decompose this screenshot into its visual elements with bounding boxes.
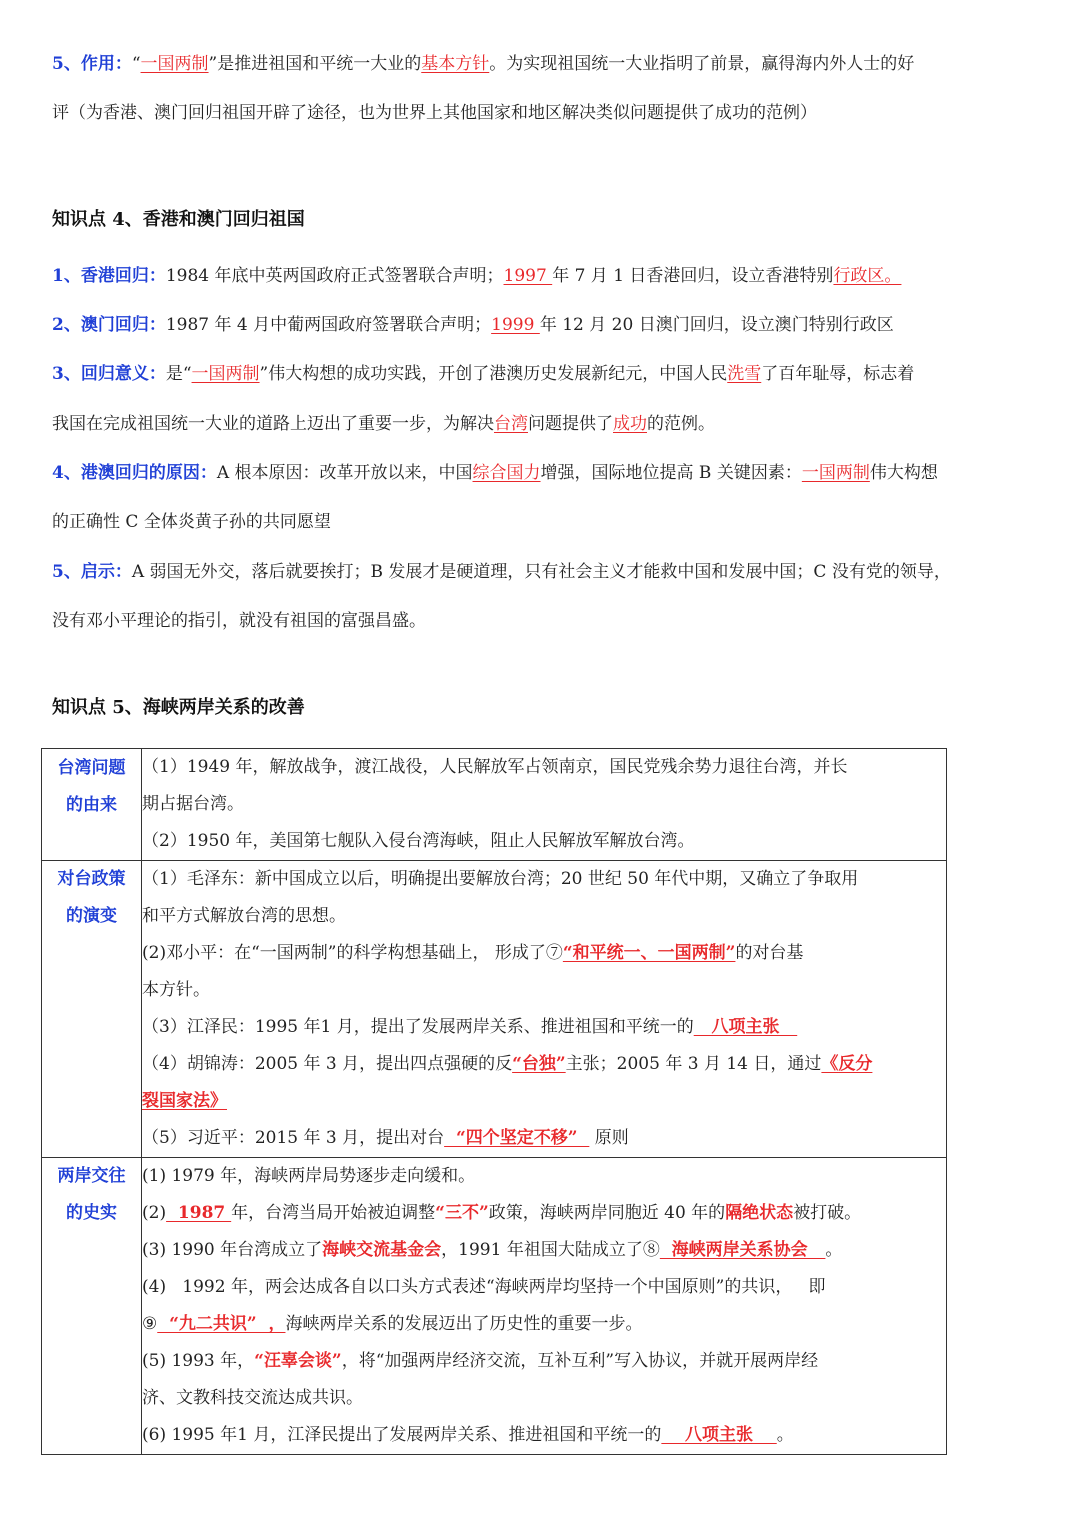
text: ，将“加强两岸经济交流，互补互利”写入协议，并就开展两岸经 xyxy=(341,1351,819,1371)
content-line xyxy=(142,1306,946,1343)
highlight-term: 一国两制 xyxy=(801,463,870,483)
text: (2)邓小平：在“一国两制”的科学构想基础上， 形成了⑦ xyxy=(142,943,563,963)
cross-strait-table xyxy=(41,748,947,1455)
highlight-term: “三不” xyxy=(435,1203,489,1223)
text: 年 7 月 1 日香港回归，设立香港特别 xyxy=(552,266,834,286)
text: 年，台湾当局开始被迫调整 xyxy=(231,1203,436,1223)
text: （5）习近平：2015 年 3 月，提出对台 xyxy=(142,1128,445,1148)
content-line: 期占据台湾。 xyxy=(142,794,244,814)
text: 1987 年 4 月中葡两国政府签署联合声明； xyxy=(165,315,492,335)
content-line xyxy=(142,1120,946,1157)
content-line: (1) 1979 年，海峡两岸局势逐步走向缓和。 xyxy=(142,1166,476,1186)
text: 原则 xyxy=(589,1128,629,1148)
row-label-line: 的史实 xyxy=(66,1203,117,1223)
content-line: （2）1950 年，美国第七舰队入侵台湾海峡，阻止人民解放军解放台湾。 xyxy=(142,831,695,851)
content-line: 济、文教科技交流达成共识。 xyxy=(142,1388,363,1408)
content-line xyxy=(142,1046,946,1083)
row-content xyxy=(142,749,947,861)
content-line: 和平方式解放台湾的思想。 xyxy=(142,906,346,926)
row-content xyxy=(142,1158,947,1455)
table-row xyxy=(42,1158,947,1455)
section-4-item-1 xyxy=(52,264,1042,288)
highlight-term: 海峡交流基金会 xyxy=(322,1240,442,1260)
row-label xyxy=(42,1158,142,1455)
highlight-term: 洗雪 xyxy=(727,364,762,384)
content-line: (4) 1992 年，两会达成各自以口头方式表述“海峡两岸均坚持一个中国原则”的共识， 即 xyxy=(142,1277,826,1297)
text: 被打破。 xyxy=(793,1203,862,1223)
text: ”伟大构想的成功实践，开创了港澳历史发展新纪元，中国人民 xyxy=(259,364,728,384)
text: (2) xyxy=(142,1203,167,1223)
content-line xyxy=(142,1417,946,1454)
table-row xyxy=(42,861,947,1158)
row-label-line: 的演变 xyxy=(66,906,117,926)
text: 主张；2005 年 3 月 14 日，通过 xyxy=(565,1054,822,1074)
text: (3) 1990 年台湾成立了 xyxy=(142,1240,323,1260)
content-line xyxy=(142,1195,946,1232)
intro-item-5-line2: 评（为香港、澳门回归祖国开辟了途径，也为世界上其他国家和地区解决类似问题提供了成功的范例） xyxy=(52,103,817,123)
text: 问题提供了 xyxy=(528,414,613,434)
text: 。为实现祖国统一大业指明了前景，赢得海内外人士的好 xyxy=(489,54,915,74)
highlight-term: 海峡两岸关系协会 xyxy=(659,1240,826,1260)
item-label: 1、香港回归： xyxy=(52,266,166,286)
highlight-term: 一国两制 xyxy=(140,54,209,74)
highlight-term: “四个坚定不移” xyxy=(444,1128,590,1148)
section-5-heading: 知识点 5、海峡两岸关系的改善 xyxy=(52,697,305,718)
text: (6) 1995 年1 月，江泽民提出了发展两岸关系、推进祖国和平统一的 xyxy=(142,1425,662,1445)
content-line xyxy=(142,1343,946,1380)
text: 了百年耻辱，标志着 xyxy=(761,364,915,384)
text: 海峡两岸关系的发展迈出了历史性的重要一步。 xyxy=(285,1314,643,1334)
text: 年 12 月 20 日澳门回归，设立澳门特别行政区 xyxy=(539,315,894,335)
text: （3）江泽民：1995 年1 月，提出了发展两岸关系、推进祖国和平统一的 xyxy=(142,1017,694,1037)
section-4-item-2 xyxy=(52,313,1042,337)
item-label: 5、作用： xyxy=(52,54,132,74)
highlight-term: “和平统一、一国两制” xyxy=(562,943,736,963)
row-label xyxy=(42,749,142,861)
text: ”是推进祖国和平统一大业的 xyxy=(208,54,422,74)
section-4-item-5 xyxy=(52,560,1042,584)
highlight-term: “台独” xyxy=(512,1054,566,1074)
section-4-item-3 xyxy=(52,362,1042,386)
content-line: （1）毛泽东：新中国成立以后，明确提出要解放台湾；20 世纪 50 年代中期，又确立了争取用 xyxy=(142,869,859,889)
highlight-term: 行政区。 xyxy=(833,266,902,286)
content-line: （1）1949 年，解放战争，渡江战役，人民解放军占领南京，国民党残余势力退往台湾，并长 xyxy=(142,757,848,777)
highlight-term: 一国两制 xyxy=(191,364,260,384)
section-4-item-4-line2: 的正确性 C 全体炎黄子孙的共同愿望 xyxy=(52,512,331,532)
table-row xyxy=(42,749,947,861)
item-label: 2、澳门回归： xyxy=(52,315,166,335)
text: （4）胡锦涛：2005 年 3 月，提出四点强硬的反 xyxy=(142,1054,513,1074)
row-label-line: 两岸交往 xyxy=(57,1166,126,1186)
item-label: 5、启示： xyxy=(52,562,132,582)
text: “ xyxy=(131,54,141,74)
highlight-term: 综合国力 xyxy=(472,463,541,483)
text: 是“ xyxy=(165,364,192,384)
highlight-term: 1997 xyxy=(503,266,553,286)
highlight-term: 《反分 xyxy=(821,1054,873,1074)
text: 的对台基 xyxy=(735,943,804,963)
highlight-term: 1987 xyxy=(166,1203,232,1223)
intro-item-5 xyxy=(52,52,1042,76)
item-label: 3、回归意义： xyxy=(52,364,166,384)
text: 的范例。 xyxy=(647,414,715,434)
row-label-line: 对台政策 xyxy=(57,869,126,889)
section-4-item-5-line2: 没有邓小平理论的指引，就没有祖国的富强昌盛。 xyxy=(52,611,426,631)
text: 增强，国际地位提高 B 关键因素： xyxy=(540,463,802,483)
highlight-term: 八项主张 xyxy=(693,1017,798,1037)
section-4-item-4 xyxy=(52,461,1042,485)
row-label-line: 台湾问题 xyxy=(57,758,126,778)
content-line xyxy=(142,1009,946,1046)
highlight-term: “九二共识” ， xyxy=(157,1314,286,1334)
content-line: 本方针。 xyxy=(142,980,210,1000)
text: 我国在完成祖国统一大业的道路上迈出了重要一步，为解决 xyxy=(52,414,494,434)
text: 伟大构想 xyxy=(869,463,938,483)
highlight-term: 1999 xyxy=(491,315,540,335)
text: ，1991 年祖国大陆成立了⑧ xyxy=(441,1240,660,1260)
content-line xyxy=(142,1083,946,1120)
text: A 弱国无外交，落后就要挨打；B 发展才是硬道理，只有社会主义才能救中国和发展中国；C 没有党的领导， xyxy=(131,562,951,582)
item-label: 4、港澳回归的原因： xyxy=(52,463,217,483)
content-line xyxy=(142,935,946,972)
highlight-term: 台湾 xyxy=(494,414,528,434)
text: 1984 年底中英两国政府正式签署联合声明； xyxy=(165,266,504,286)
text: 。 xyxy=(825,1240,843,1260)
content-line xyxy=(142,1232,946,1269)
section-4-heading: 知识点 4、香港和澳门回归祖国 xyxy=(52,209,305,230)
text: 。 xyxy=(776,1425,794,1445)
highlight-term: 裂国家法》 xyxy=(142,1091,227,1111)
text: A 根本原因：改革开放以来，中国 xyxy=(216,463,473,483)
text: 政策，海峡两岸同胞近 40 年的 xyxy=(488,1203,726,1223)
highlight-term: “汪辜会谈” xyxy=(254,1351,342,1371)
highlight-term: 隔绝状态 xyxy=(725,1203,794,1223)
highlight-term: 基本方针 xyxy=(421,54,490,74)
highlight-term: 成功 xyxy=(613,414,647,434)
text: (5) 1993 年， xyxy=(142,1351,255,1371)
row-label-line: 的由来 xyxy=(66,795,117,815)
text: ⑨ xyxy=(142,1314,158,1334)
section-4-item-3-line2 xyxy=(52,412,1042,436)
highlight-term: 八项主张 xyxy=(661,1425,777,1445)
row-label xyxy=(42,861,142,1158)
row-content xyxy=(142,861,947,1158)
